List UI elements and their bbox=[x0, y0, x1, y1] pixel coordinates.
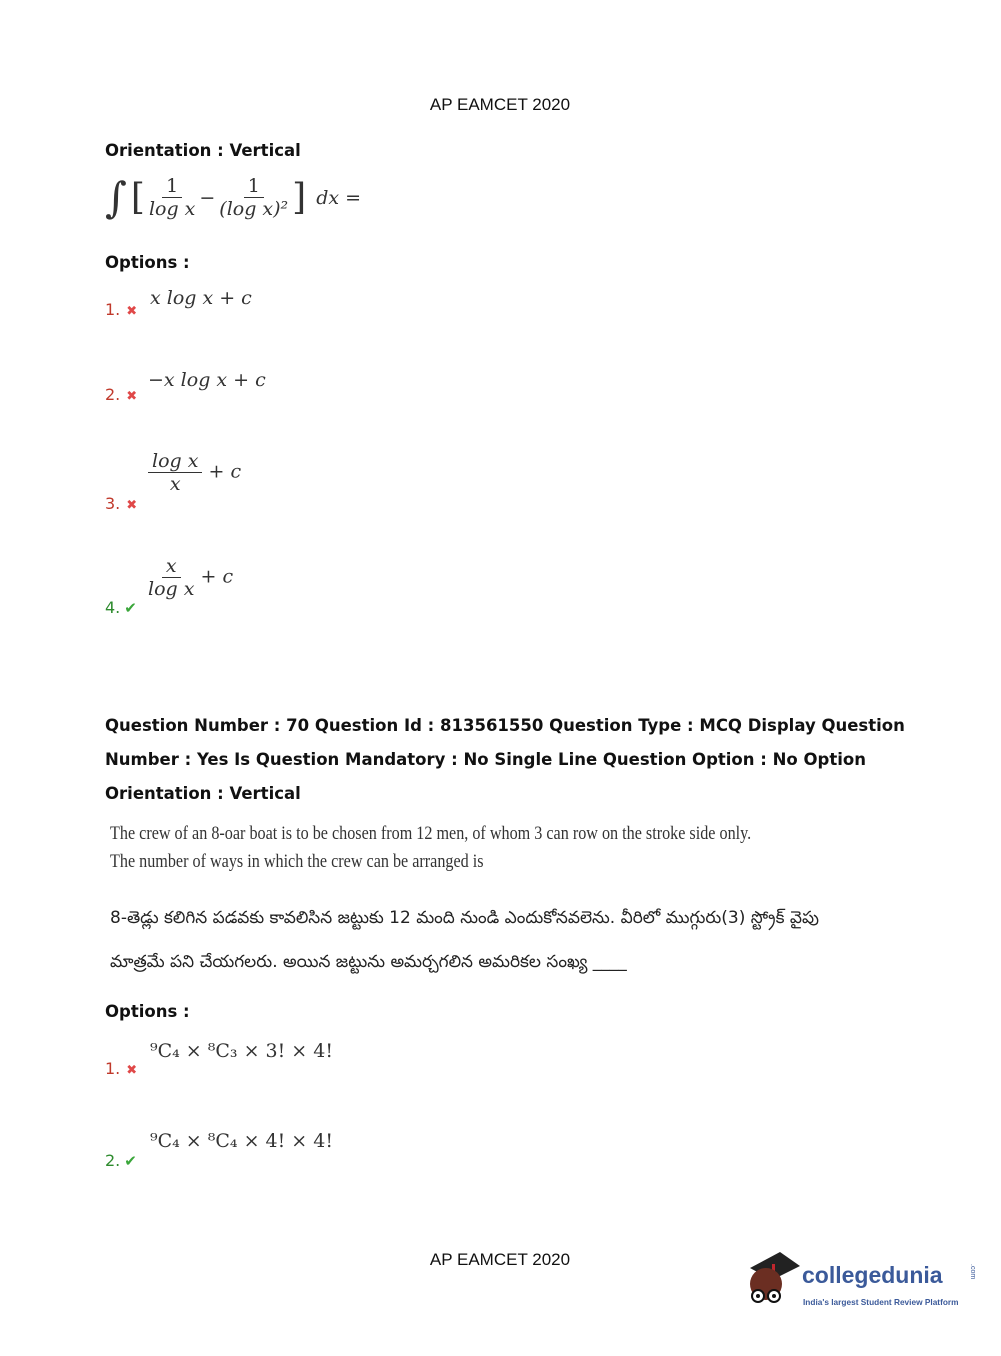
page-footer: AP EAMCET 2020 bbox=[429, 1250, 571, 1269]
numerator: 1 bbox=[244, 175, 264, 198]
page-header: AP EAMCET 2020 bbox=[429, 95, 571, 114]
option-text: ⁹C₄ × ⁸C₄ × 4! × 4! bbox=[150, 1130, 333, 1152]
numerator: x bbox=[162, 555, 181, 578]
q2-telugu-line1: 8-తెడ్లు కలిగిన పడవకు కావలిసిన జట్టుకు 12 మంది నుండి ఎందుకోనవలెను. వీరిలో ముగ్గురు(3) స్ట్రోక్ వైపు bbox=[110, 908, 819, 928]
cross-icon: ✖ bbox=[126, 1063, 138, 1078]
mascot-icon bbox=[742, 1250, 800, 1316]
integral-sign: ∫ bbox=[105, 173, 127, 222]
option-number: 3. bbox=[105, 494, 121, 513]
q2-english-line2: The number of ways in which the crew can be arranged is bbox=[110, 851, 484, 872]
logo-wordmark: collegedunia bbox=[802, 1262, 943, 1288]
minus: − bbox=[199, 186, 216, 209]
fraction bbox=[219, 175, 288, 220]
denominator: (log x)² bbox=[219, 198, 289, 220]
q1-option-1[interactable] bbox=[105, 300, 137, 319]
collegedunia-logo bbox=[742, 1250, 997, 1320]
tail: + c bbox=[200, 565, 234, 588]
q2-english-line1: The crew of an 8-oar boat is to be chosen from 12 men, of whom 3 can row on the stroke side only. bbox=[110, 823, 752, 844]
option-number: 1. bbox=[105, 1059, 121, 1078]
cross-icon: ✖ bbox=[126, 389, 138, 404]
q1-option-4[interactable] bbox=[105, 598, 137, 617]
q2-orientation: Orientation : Vertical bbox=[105, 784, 301, 803]
q2-option-2[interactable] bbox=[105, 1151, 137, 1170]
q1-option-2[interactable] bbox=[105, 385, 137, 404]
option-text: x log x + c bbox=[150, 287, 252, 309]
cross-icon: ✖ bbox=[126, 304, 138, 319]
cross-icon: ✖ bbox=[126, 498, 138, 513]
option-number: 4. bbox=[105, 598, 121, 617]
option-text bbox=[148, 555, 233, 600]
denominator: log x bbox=[148, 198, 196, 220]
q1-question bbox=[105, 173, 361, 222]
denominator: log x bbox=[148, 578, 195, 600]
dx: dx = bbox=[316, 186, 362, 209]
denominator: x bbox=[169, 473, 181, 495]
option-number: 1. bbox=[105, 300, 121, 319]
check-icon: ✔ bbox=[124, 599, 137, 617]
q2-option-1[interactable] bbox=[105, 1059, 137, 1078]
q1-orientation: Orientation : Vertical bbox=[105, 141, 301, 160]
logo-tagline: India's largest Student Review Platform bbox=[803, 1297, 959, 1307]
q2-meta-line1: Question Number : 70 Question Id : 813561550 Question Type : MCQ Display Question bbox=[105, 716, 905, 735]
check-icon: ✔ bbox=[124, 1152, 137, 1170]
option-number: 2. bbox=[105, 1151, 121, 1170]
q1-options-label: Options : bbox=[105, 253, 190, 272]
option-number: 2. bbox=[105, 385, 121, 404]
right-bracket: ] bbox=[292, 177, 307, 218]
option-text: −x log x + c bbox=[148, 369, 266, 391]
option-text: ⁹C₄ × ⁸C₃ × 3! × 4! bbox=[150, 1040, 333, 1062]
q2-options-label: Options : bbox=[105, 1002, 190, 1021]
numerator: 1 bbox=[162, 175, 182, 198]
tail: + c bbox=[208, 460, 242, 483]
numerator: log x bbox=[148, 450, 202, 473]
left-bracket: [ bbox=[130, 177, 145, 218]
q1-option-3[interactable] bbox=[105, 494, 137, 513]
option-text bbox=[148, 450, 241, 495]
fraction bbox=[149, 175, 195, 220]
q2-telugu-line2: మాత్రమే పని చేయగలరు. అయిన జట్టును అమర్చగలిన అమరికల సంఖ్య ____ bbox=[110, 952, 627, 972]
logo-suffix: .com bbox=[969, 1264, 976, 1280]
q2-meta-line2: Number : Yes Is Question Mandatory : No Single Line Question Option : No Option bbox=[105, 750, 866, 769]
